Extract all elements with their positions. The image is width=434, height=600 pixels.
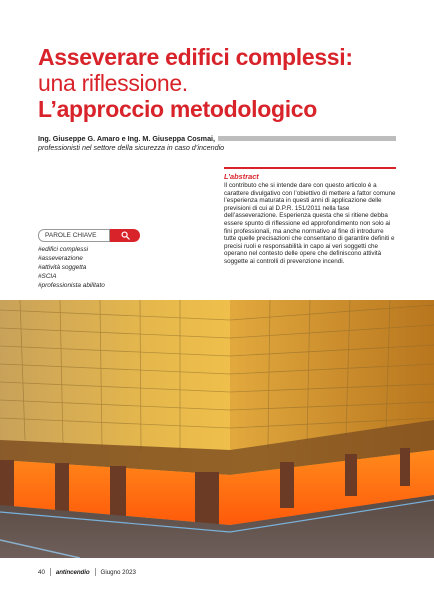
authors [38, 134, 223, 152]
title-line-3: L’approccio metodologico [38, 96, 318, 122]
grey-divider [218, 136, 396, 141]
keyword-item: #edifici complessi [38, 246, 89, 253]
footer-separator [50, 568, 51, 576]
issue-date: Giugno 2023 [100, 568, 136, 576]
keyword-search-button [110, 229, 140, 242]
author-names: Ing. Giuseppe G. Amaro e Ing. M. Giuseppa Cosmai, [38, 134, 216, 143]
keyword-list [38, 245, 158, 290]
keyword-item: #attività soggetta [38, 264, 87, 271]
abstract-box [224, 167, 396, 266]
abstract-rule [224, 167, 396, 169]
keywords-panel [38, 228, 158, 290]
page-number: 40 [38, 568, 45, 576]
article-title [38, 44, 418, 122]
footer-separator [95, 568, 96, 576]
title-line-1: Asseverare edifici complessi: [38, 44, 353, 70]
abstract-heading: L’abstract [224, 172, 259, 181]
keyword-search-label: PAROLE CHIAVE [38, 229, 110, 242]
title-line-2: una riflessione. [38, 70, 188, 96]
author-affiliation: professionisti nel settore della sicurezza in caso d’incendio [38, 143, 225, 152]
keyword-item: #professionista abilitato [38, 282, 105, 289]
keyword-item: #asseverazione [38, 255, 83, 262]
building-photo [0, 300, 434, 558]
keyword-search [38, 228, 158, 242]
page-footer [38, 568, 136, 576]
keyword-item: #SCIA [38, 273, 57, 280]
magnifier-icon [121, 231, 130, 240]
abstract-text: Il contributo che si intende dare con questo articolo è a carattere divulgativo con l’obiettivo di mettere a fattor comune l’esperienza maturata in questi anni di applicazione delle previsioni di cui al D.P.R. 151/2011 nella fase dell’asseverazione. Esperienza questa che si ritiene debba essere spunto di riflessione ed approfondimento non solo ai fini professionali, ma anche normativo al fine di introdurre tutte quelle precisazioni che consentano di garantire definiti e precisi ruoli e responsabilità in capo ai veri soggetti che operano nel contesto delle opere che definiscono attività soggette ai controlli di prevenzione incendi. [224, 182, 396, 265]
magazine-name: antincendio [55, 568, 90, 576]
